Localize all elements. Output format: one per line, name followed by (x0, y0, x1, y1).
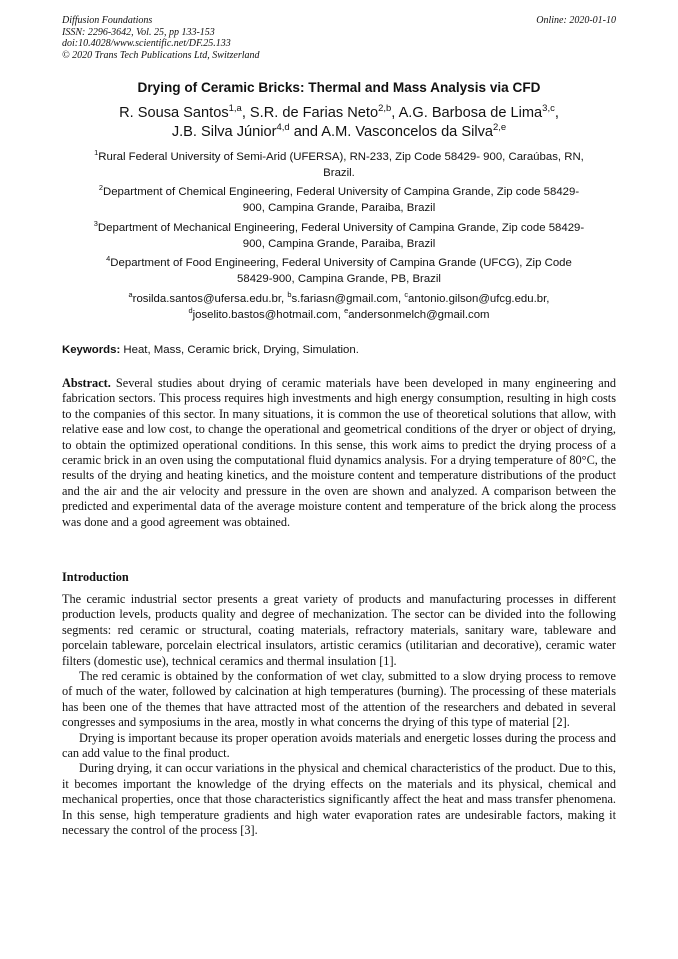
paragraph: The red ceramic is obtained by the conformation of wet clay, submitted to a slow drying process to remove of much of the water, followed by calcination at high temperatures (burning). The processing of these materials has been one of the themes that have attracted most of the attention of the researchers and debated in several congresses and symposiums in the area, mostly in what concerns the drying of this type of material [2]. (62, 669, 616, 730)
affiliation-line: Department of Food Engineering, Federal University of Campina Grande (UFCG), Zip Code (110, 257, 572, 269)
author-sup: 3,c (542, 103, 555, 115)
email-link[interactable]: andersonmelch@gmail.com (348, 308, 490, 321)
section-heading: Introduction (62, 570, 129, 584)
journal-issn: ISSN: 2296-3642, Vol. 25, pp 133-153 (62, 26, 215, 38)
email-link[interactable]: s.fariasn@gmail.com (291, 293, 398, 305)
journal-copyright: © 2020 Trans Tech Publications Ltd, Switzerland (62, 49, 260, 61)
journal-name: Diffusion Foundations (62, 15, 153, 26)
author-list (40, 104, 638, 142)
affiliation (62, 256, 616, 287)
email-list: $^a$rosilda.santos@ufersa.edu.br, $^b$s.fariasn@gmail.com, $^c$antonio.gilson@ufcg.edu.br, $^d$joselito.bastos@hotmail.com, $^e$andersonmelch@gmail.com (128, 290, 550, 321)
author-sup: 2,e (493, 122, 507, 134)
affiliation-line: Rural Federal University of Semi-Arid (UFERSA), RN-233, Zip Code 58429- 900, Caraúbas, RN, (98, 151, 584, 163)
affiliation-line: 900, Campina Grande, Paraiba, Brazil (242, 201, 436, 214)
email-link[interactable]: joselito.bastos@hotmail.com (192, 308, 338, 321)
affiliation-line: 58429-900, Campina Grande, PB, Brazil (237, 272, 441, 285)
affiliation (62, 150, 616, 181)
email-sup: b (287, 290, 292, 300)
affiliation-sup: 2 (98, 183, 103, 193)
email-link[interactable]: antonio.gilson@ufcg.edu.br (408, 293, 547, 305)
keywords-label: Keywords: (62, 344, 121, 356)
affiliation-line: Brazil. (323, 166, 355, 179)
journal-header (62, 15, 260, 61)
affiliation-line: 900, Campina Grande, Paraiba, Brazil (242, 237, 436, 250)
author-name: A.M. Vasconcelos da Silva (321, 124, 493, 140)
paragraph: During drying, it can occur variations in the physical and chemical characteristics of the product. Due to this, it becomes important the knowledge of the drying effects on the materials and its physical, chemical and mechanical properties, once that those characteristics significantly affect the heat and mass transfer phenomena. In this sense, high temperature gradients and high water evaporation rates are undesirable factors, making it necessary the control of the process [3]. (62, 761, 616, 838)
paragraph: The ceramic industrial sector presents a great variety of products and manufacturing processes in different production levels, products quality and degree of mechanization. The sector can be divided into the following segments: red ceramic or structural, coating materials, refractory materials, sanitary ware, tableware and porcelain tableware, porcelain electrical insulators, artistic ceramics (utilitarian and decorative), ceramic water filters (domestic use), technical ceramics and thermal insulation [1]. (62, 592, 616, 668)
affiliation-sup: 3 (93, 219, 98, 229)
author-name: J.B. Silva Júnior (171, 124, 277, 140)
affiliation-sup: 1 (94, 148, 99, 158)
affiliation-line: Department of Chemical Engineering, Federal University of Campina Grande, Zip code 58429- (103, 186, 580, 198)
author-sep: , (391, 105, 399, 121)
author-name: A.G. Barbosa de Lima (398, 105, 543, 121)
author-sup: 4,d (276, 122, 290, 134)
author-sep: , (554, 105, 559, 121)
online-date: Online: 2020-01-10 (536, 15, 616, 26)
email-sup: c (404, 290, 409, 300)
email-link[interactable]: rosilda.santos@ufersa.edu.br (132, 293, 282, 305)
keywords (62, 344, 616, 356)
email-sup: a (128, 290, 133, 300)
affiliation (62, 221, 616, 252)
abstract-label: Abstract. (62, 376, 111, 390)
author-sep: , (241, 105, 250, 121)
abstract (62, 376, 616, 530)
author-sup: 2,b (378, 103, 392, 115)
author-sup: 1,a (228, 103, 242, 115)
affiliation (62, 185, 616, 216)
affiliation-sup: 4 (106, 254, 111, 264)
keywords-text: Heat, Mass, Ceramic brick, Drying, Simulation. (123, 344, 359, 356)
abstract-text: Several studies about drying of ceramic materials have been developed in many engineering and fabrication sectors. This process requires high investments and high energy consumption, resulting in high costs to the companies of this sector. In many situations, it is common the use of theoretical solutions that allow, with relative ease and low cost, to change the operational and geometrical conditions of the dryer or object of drying, to obtain the optimized operational conditions. In this sense, this work aims to predict the drying process of a ceramic brick in an oven using the computational fluid dynamics analysis. For a drying temperature of 80°C, the results of the drying and heating kinetics, and the moisture content and temperature distributions of the product and the air and the air velocity and pressure in the oven are shown and analyzed. A comparison between the predicted and experimental data of the average moisture content and temperature of the brick along the process was done and a good agreement was obtained. (62, 376, 616, 529)
email-sup: d (188, 305, 193, 315)
author-sep: and (289, 124, 322, 140)
paragraph: Drying is important because its proper operation avoids materials and energetic losses during the process and can add value to the final product. (62, 730, 616, 761)
paper-title: Drying of Ceramic Bricks: Thermal and Mass Analysis via CFD (137, 80, 541, 95)
author-name: R. Sousa Santos (119, 105, 229, 121)
introduction-body (62, 592, 616, 839)
affiliation-line: Department of Mechanical Engineering, Federal University of Campina Grande, Zip code 58429- (97, 222, 585, 234)
author-name: S.R. de Farias Neto (249, 105, 379, 121)
email-sup: e (344, 305, 349, 315)
journal-doi: doi:10.4028/www.scientific.net/DF.25.133 (62, 38, 231, 49)
